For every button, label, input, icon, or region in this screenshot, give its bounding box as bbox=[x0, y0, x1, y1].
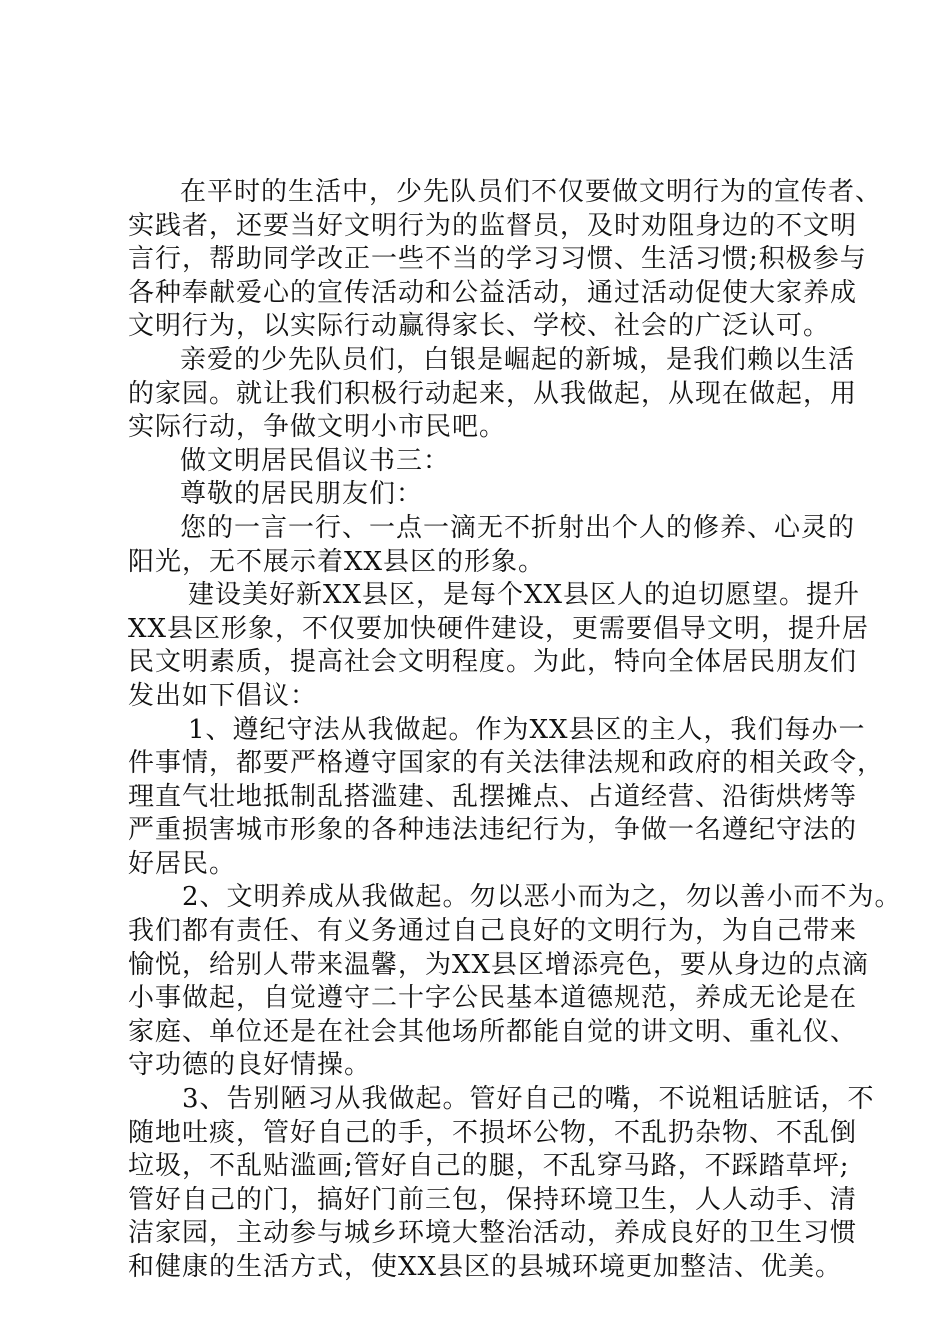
text-line: 您的一言一行、一点一滴无不折射出个人的修养、心灵的 bbox=[180, 512, 856, 543]
proposal-item-2: 2、文明养成从我做起。勿以恶小而为之，勿以善小而不为。 bbox=[182, 882, 902, 913]
text-line: 件事情，都要严格遵守国家的有关法律法规和政府的相关政令， bbox=[128, 748, 885, 779]
text-line: 阳光，无不展示着XX县区的形象。 bbox=[128, 546, 546, 577]
proposal-item-3: 3、告别陋习从我做起。管好自己的嘴，不说粗话脏话，不 bbox=[182, 1084, 875, 1115]
salutation: 尊敬的居民朋友们： bbox=[180, 479, 424, 510]
text-line: 文明行为，以实际行动赢得家长、学校、社会的广泛认可。 bbox=[128, 311, 831, 342]
text-line: 言行，帮助同学改正一些不当的学习习惯、生活习惯;积极参与 bbox=[128, 244, 867, 275]
text-line: 建设美好新XX县区，是每个XX县区人的迫切愿望。提升 bbox=[188, 580, 861, 611]
document-body bbox=[128, 176, 902, 1285]
text-line: 垃圾，不乱贴滥画;管好自己的腿，不乱穿马路，不踩踏草坪; bbox=[128, 1151, 850, 1182]
proposal-item-1: 1、遵纪守法从我做起。作为XX县区的主人，我们每办一 bbox=[188, 714, 866, 745]
text-line: 家庭、单位还是在社会其他场所都能自觉的讲文明、重礼仪、 bbox=[128, 1016, 858, 1047]
text-line: 理直气壮地抵制乱搭滥建、乱摆摊点、占道经营、沿街烘烤等 bbox=[128, 781, 858, 812]
text-line: 在平时的生活中，少先队员们不仅要做文明行为的宣传者、 bbox=[180, 177, 883, 207]
text-line: 小事做起，自觉遵守二十字公民基本道德规范，养成无论是在 bbox=[128, 983, 858, 1014]
text-line: 发出如下倡议： bbox=[128, 680, 318, 711]
section-heading: 做文明居民倡议书三： bbox=[180, 445, 451, 476]
text-line: 随地吐痰，管好自己的手，不损坏公物，不乱扔杂物、不乱倒 bbox=[128, 1117, 858, 1148]
text-line: XX县区形象，不仅要加快硬件建设，更需要倡导文明，提升居 bbox=[128, 613, 870, 644]
text-line: 和健康的生活方式，使XX县区的县城环境更加整洁、优美。 bbox=[128, 1252, 843, 1282]
text-line: 亲爱的少先队员们，白银是崛起的新城，是我们赖以生活 bbox=[180, 344, 856, 375]
text-line: 洁家园，主动参与城乡环境大整治活动，养成良好的卫生习惯 bbox=[128, 1218, 858, 1249]
text-line: 管好自己的门，搞好门前三包，保持环境卫生，人人动手、清 bbox=[128, 1184, 858, 1215]
text-line: 我们都有责任、有义务通过自己良好的文明行为，为自己带来 bbox=[128, 916, 858, 947]
text-line: 民文明素质，提高社会文明程度。为此，特向全体居民朋友们 bbox=[128, 647, 858, 678]
text-line: 实践者，还要当好文明行为的监督员，及时劝阻身边的不文明 bbox=[128, 210, 858, 241]
text-line: 严重损害城市形象的各种违法违纪行为，争做一名遵纪守法的 bbox=[128, 815, 858, 846]
text-line: 的家园。就让我们积极行动起来，从我做起，从现在做起，用 bbox=[128, 378, 858, 409]
text-line: 愉悦，给别人带来温馨，为XX县区增添亮色，要从身边的点滴 bbox=[128, 949, 870, 980]
text-line: 好居民。 bbox=[128, 848, 237, 879]
text-line: 守功德的良好情操。 bbox=[128, 1050, 372, 1081]
text-line: 各种奉献爱心的宣传活动和公益活动，通过活动促使大家养成 bbox=[128, 277, 858, 308]
text-line: 实际行动，争做文明小市民吧。 bbox=[128, 412, 507, 443]
